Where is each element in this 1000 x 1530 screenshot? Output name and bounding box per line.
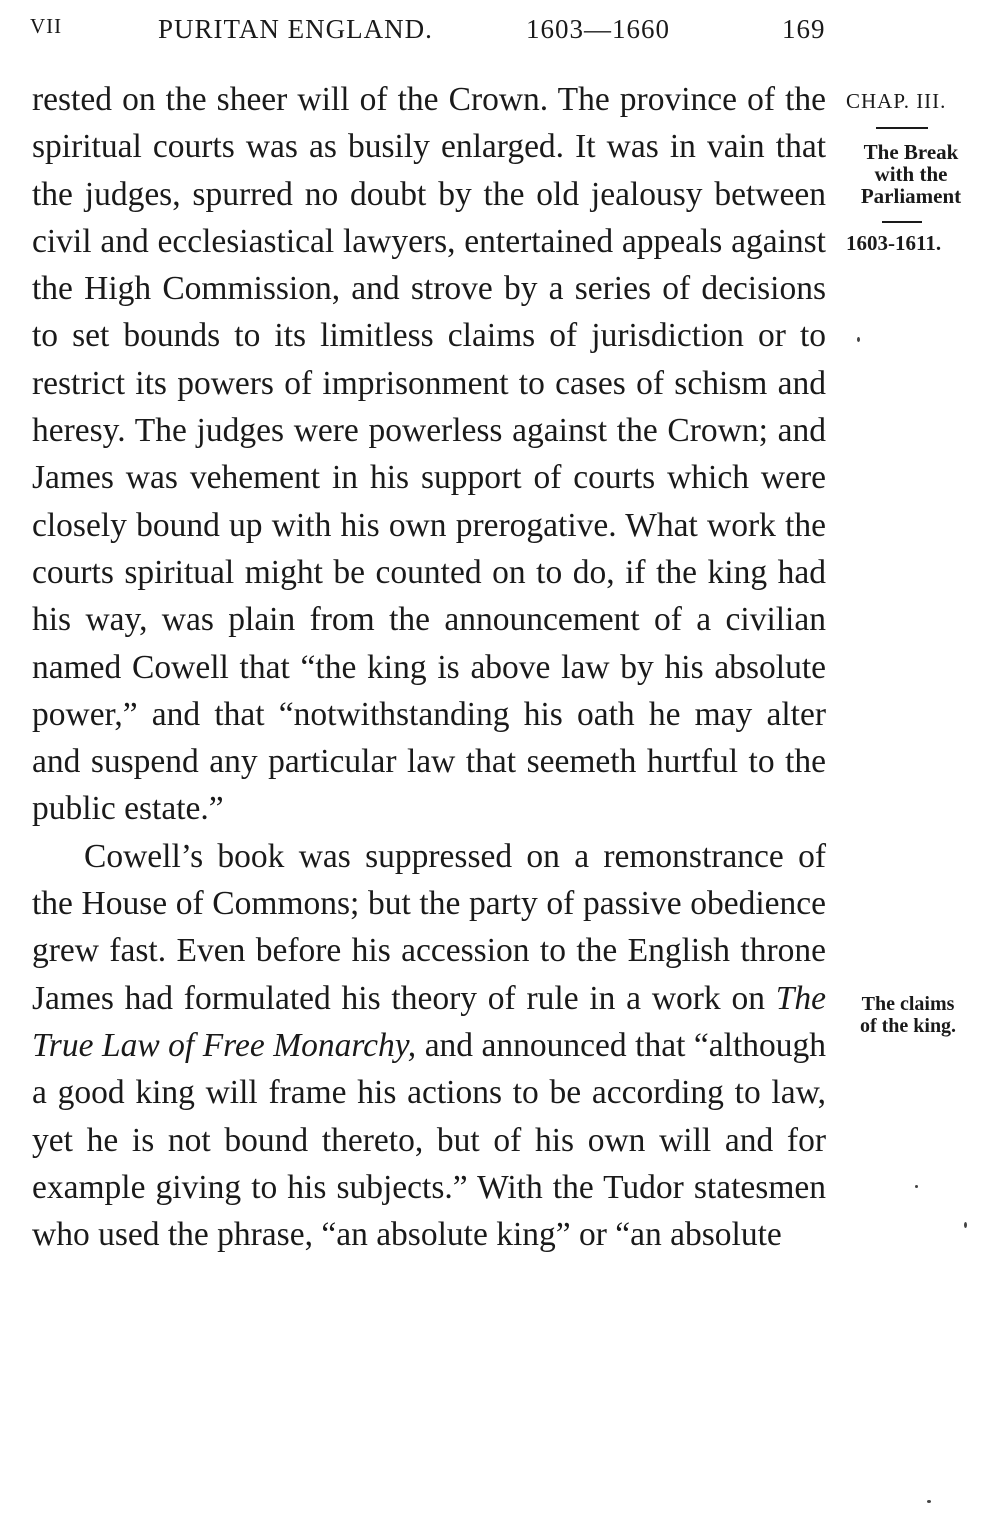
paragraph bbox=[32, 833, 826, 1259]
margin-note-claims bbox=[842, 993, 974, 1037]
margin-note-line: The Break bbox=[863, 140, 959, 164]
running-title: PURITAN ENGLAND. bbox=[158, 14, 433, 44]
margin-note-line: with the bbox=[874, 162, 948, 186]
margin-note-line: of the king. bbox=[859, 1015, 957, 1037]
chapter-note: CHAP. III. bbox=[846, 89, 947, 113]
body-text bbox=[32, 76, 826, 1258]
book-title: The True Law of Free Monarchy, bbox=[32, 979, 826, 1064]
running-head bbox=[30, 8, 830, 48]
ink-speck bbox=[915, 1185, 918, 1188]
ink-speck bbox=[927, 1500, 931, 1503]
margin-note-line: Parliament bbox=[860, 184, 962, 208]
margin-note-years: 1603-1611. bbox=[846, 231, 942, 255]
margin-note-line: The claims bbox=[861, 993, 955, 1015]
ink-speck bbox=[964, 1222, 967, 1228]
paragraph-text: Cowell’s book was suppressed on a remonstrance of the House of Commons; but the party of passive obedience grew fast. Even before his accession to the English throne James had formulated his theory of rule in a work on bbox=[32, 837, 826, 1017]
margin-note-break bbox=[842, 141, 980, 207]
ink-speck bbox=[857, 337, 860, 342]
divider bbox=[876, 127, 928, 129]
page-number: 169 bbox=[782, 14, 826, 44]
section-number: VII bbox=[30, 14, 63, 38]
divider bbox=[882, 221, 922, 223]
paragraph-text: and announced that “although a good king will frame his actions to be according to law, yet he is not bound thereto, but of his own will and for example giving to his subjects.” With the Tudor statesmen who used the phrase, “an absolute king” or “an absolute bbox=[32, 1026, 826, 1254]
running-dates: 1603—1660 bbox=[526, 14, 670, 44]
paragraph: rested on the sheer will of the Crown. The province of the spiritual courts was as busily enlarged. It was in vain that the judges, spurred no doubt by the old jealousy between civil and ecclesiastical lawyers, entertained appeals against the High Commission, and strove by a series of decisions to set bounds to its limitless claims of jurisdiction or to restrict its powers of imprisonment to cases of schism and heresy. The judges were powerless against the Crown; and James was vehement in his support of courts which were closely bound up with his own prerogative. What work the courts spiritual might be counted on to do, if the king had his way, was plain from the announcement of a civilian named Cowell that “the king is above law by his absolute power,” and that “notwithstanding his oath he may alter and suspend any particular law that seemeth hurtful to the public estate.” bbox=[32, 81, 826, 828]
